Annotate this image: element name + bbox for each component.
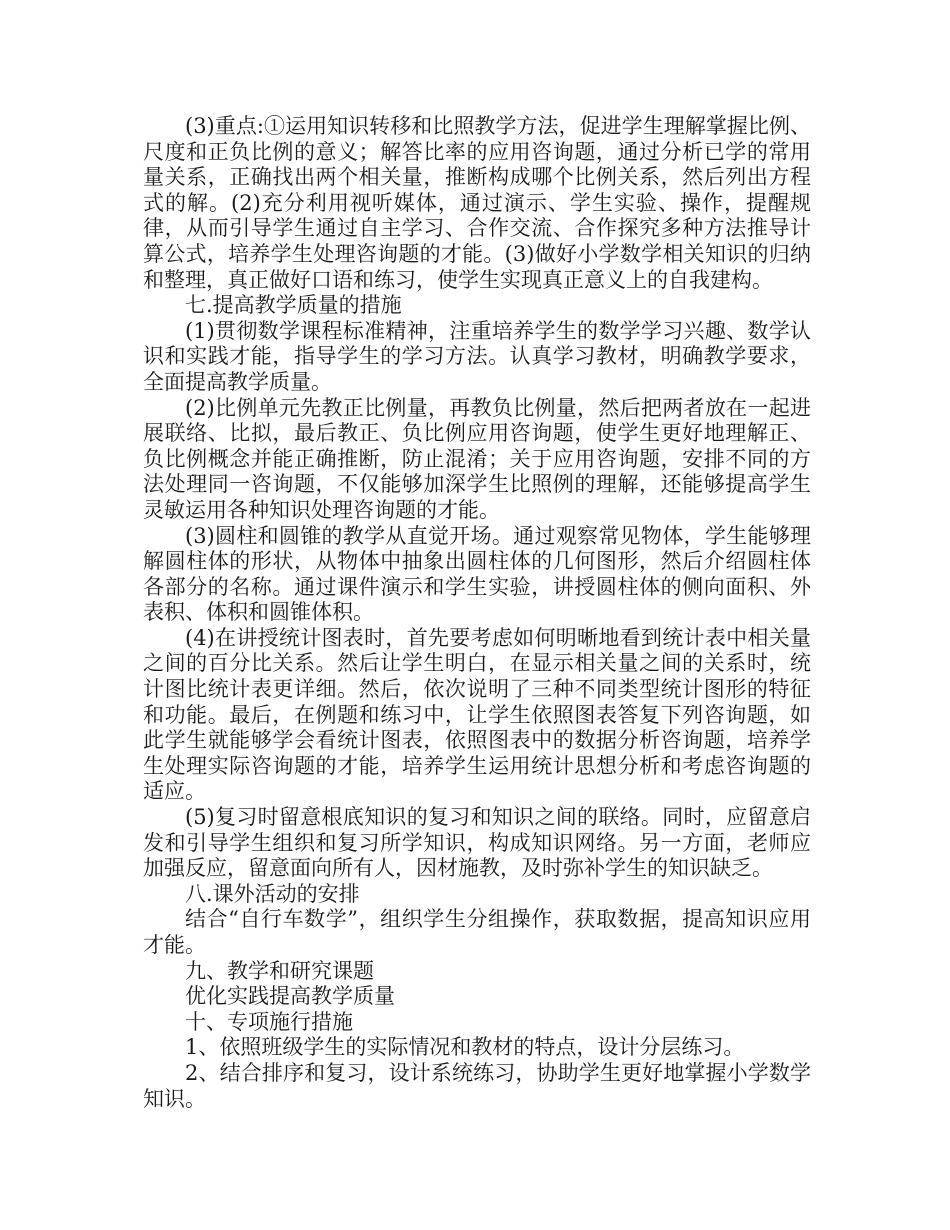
section-heading-7: 七.提高教学质量的措施: [185, 293, 402, 318]
paragraph-measure-5: (5)复习时留意根底知识的复习和知识之间的联络。同时，应留意启发和引导学生组织和复习所学知识，构成知识网络。另一方面，老师应加强反应，留意面向所有人，因材施教，及时弥补学生的知识缺乏。: [143, 805, 811, 881]
paragraph-implementation-2: 2、结合排序和复习，设计系统练习，协助学生更好地掌握小学数学知识。: [143, 1060, 811, 1111]
paragraph-research-topic: 优化实践提高教学质量: [185, 984, 395, 1009]
paragraph-measure-1: (1)贯彻数学课程标准精神，注重培养学生的数学学习兴趣、数学认识和实践才能，指导学生的学习方法。认真学习教材，明确教学要求，全面提高教学质量。: [143, 318, 811, 394]
section-heading-10: 十、专项施行措施: [185, 1009, 353, 1034]
paragraph-implementation-1: 1、依照班级学生的实际情况和教材的特点，设计分层练习。: [185, 1035, 745, 1060]
section-heading-9: 九、教学和研究课题: [185, 958, 374, 983]
paragraph-measure-4: (4)在讲授统计图表时，首先要考虑如何明晰地看到统计表中相关量之间的百分比关系。然后让学生明白，在显示相关量之间的关系时，统计图比统计表更详细。然后，依次说明了三种不同类型统计图形的特征和功能。最后，在例题和练习中，让学生依照图表答复下列咨询题，如此学生就能够学会看统计图表，依照图表中的数据分析咨询题，培养学生处理实际咨询题的才能，培养学生运用统计思想分析和考虑咨询题的适应。: [143, 625, 811, 804]
document-page: [143, 114, 811, 1112]
paragraph-extracurricular: 结合“自行车数学”，组织学生分组操作，获取数据，提高知识应用才能。: [143, 907, 811, 957]
section-heading-8: 八.课外活动的安排: [185, 881, 360, 906]
paragraph-measure-2: (2)比例单元先教正比例量，再教负比例量，然后把两者放在一起进展联络、比拟，最后教正、负比例应用咨询题，使学生更好地理解正、负比例概念并能正确推断，防止混淆；关于应用咨询题，安排不同的方法处理同一咨询题，不仅能够加深学生比照例的理解，还能够提高学生灵敏运用各种知识处理咨询题的才能。: [143, 395, 811, 522]
paragraph-key-points: (3)重点:①运用知识转移和比照教学方法，促进学生理解掌握比例、尺度和正负比例的意义；解答比率的应用咨询题，通过分析已学的常用量关系，正确找出两个相关量，推断构成哪个比例关系，然后列出方程式的解。(2)充分利用视听媒体，通过演示、学生实验、操作，提醒规律，从而引导学生通过自主学习、合作交流、合作探究多种方法推导计算公式，培养学生处理咨询题的才能。(3)做好小学数学相关知识的归纳和整理，真正做好口语和练习，使学生实现真正意义上的自我建构。: [143, 114, 811, 292]
paragraph-measure-3: (3)圆柱和圆锥的教学从直觉开场。通过观察常见物体，学生能够理解圆柱体的形状，从物体中抽象出圆柱体的几何图形，然后介绍圆柱体各部分的名称。通过课件演示和学生实验，讲授圆柱体的侧向面积、外表积、体积和圆锥体积。: [143, 523, 811, 625]
